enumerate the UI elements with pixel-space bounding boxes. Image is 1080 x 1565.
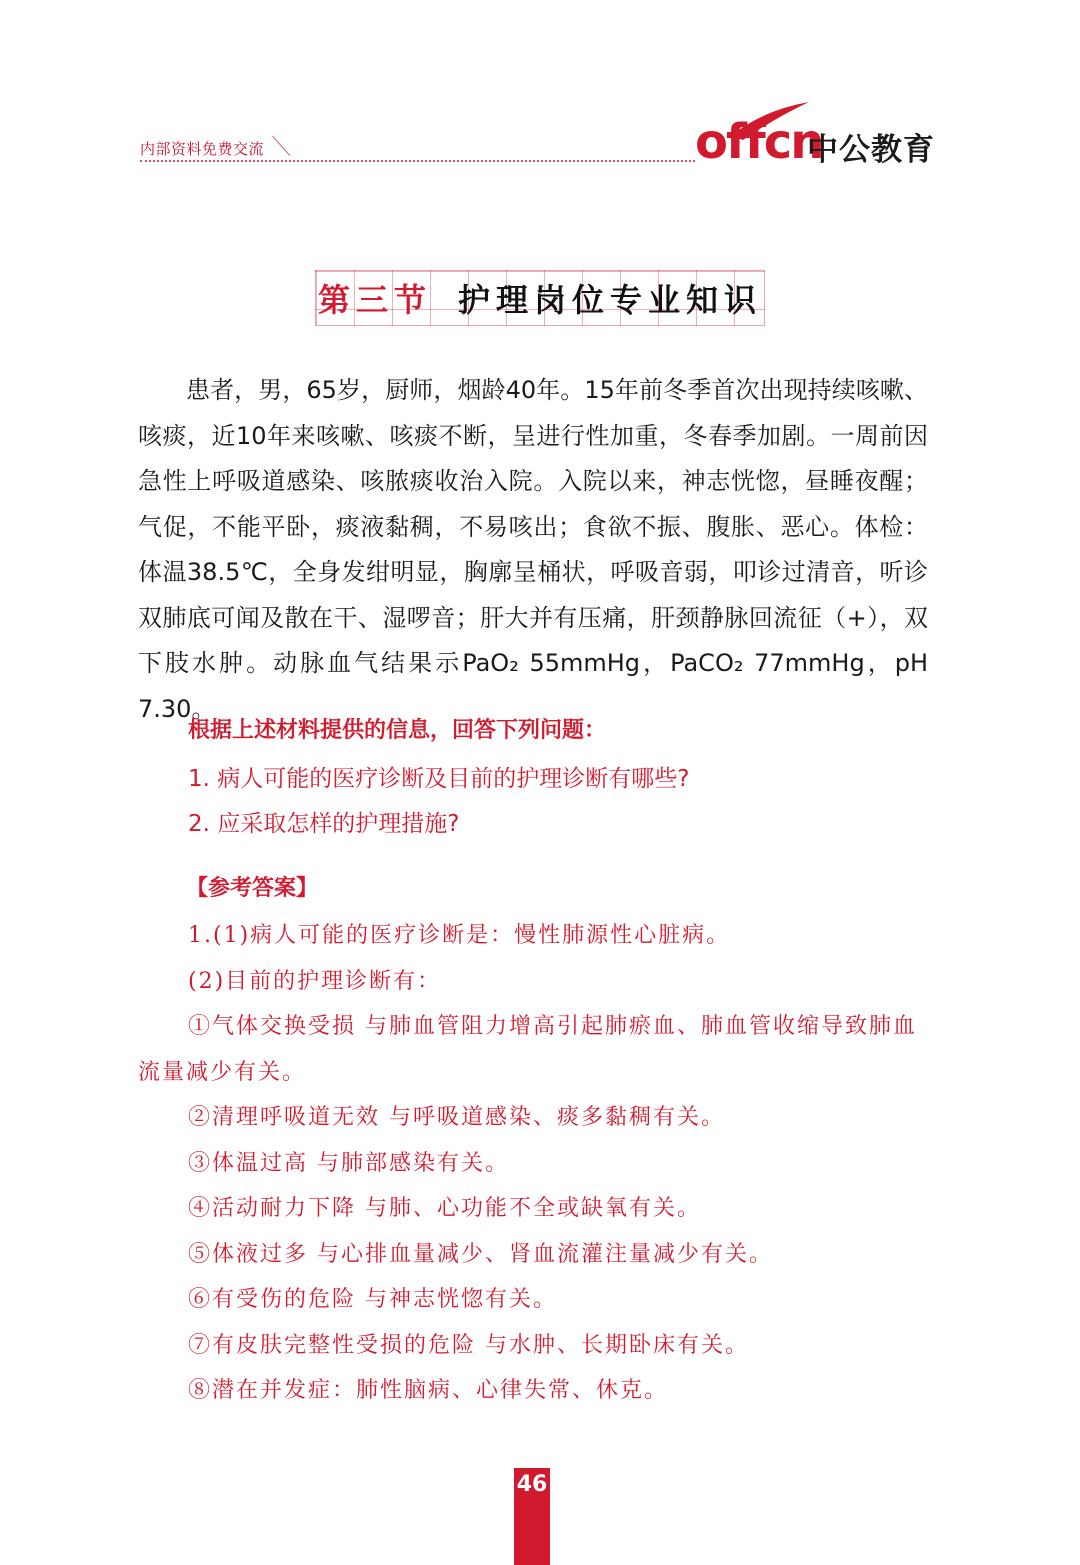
question-lead: 根据上述材料提供的信息，回答下列问题： xyxy=(188,717,607,743)
page-number: 46 xyxy=(516,1472,548,1497)
answer-line: ⑥有受伤的危险 与神志恍惚有关。 xyxy=(188,1287,557,1312)
brand-logo xyxy=(695,100,935,170)
section-title-grid xyxy=(315,270,765,326)
logo-latin: offcn xyxy=(695,114,823,170)
answer-line: ④活动耐力下降 与肺、心功能不全或缺氧有关。 xyxy=(188,1196,701,1221)
question-item-1: 1. 病人可能的医疗诊断及目前的护理诊断有哪些? xyxy=(188,766,690,792)
section-number: 第三节 xyxy=(317,281,432,319)
header-rule xyxy=(140,160,695,162)
answer-line: (2)目前的护理诊断有： xyxy=(188,968,442,994)
answer-line: ①气体交换受损 与肺血管阻力增高引起肺瘀血、肺血管收缩导致肺血流量减少有关。 xyxy=(138,1014,917,1085)
answer-line: ⑦有皮肤完整性受损的危险 与水肿、长期卧床有关。 xyxy=(188,1332,749,1358)
case-description xyxy=(138,368,928,732)
header-rule-slant xyxy=(272,136,290,156)
case-paragraph: 患者，男，65岁，厨师，烟龄40年。15年前冬季首次出现持续咳嗽、咳痰，近10年来咳嗽、咳痰不断，呈进行性加重，冬春季加剧。一周前因急性上呼吸道感染、咳脓痰收治入院。入院以来，神志恍惚，昼睡夜醒；气促，不能平卧，痰液黏稠，不易咳出；食欲不振、腹胀、恶心。体检：体温38.5℃，全身发绀明显，胸廓呈桶状，呼吸音弱，叩诊过清音，听诊双肺底可闻及散在干、湿啰音；肝大并有压痛，肝颈静脉回流征（+），双下肢水肿。动脉血气结果示PaO₂ 55mmHg，PaCO₂ 77mmHg，pH 7.30。 xyxy=(138,376,928,723)
answer-line: ②清理呼吸道无效 与呼吸道感染、痰多黏稠有关。 xyxy=(188,1105,725,1130)
header-left-text: 内部资料免费交流 xyxy=(140,140,265,158)
section-heading: 护理岗位专业知识 xyxy=(458,281,763,319)
answer-line: ③体温过高 与肺部感染有关。 xyxy=(188,1150,509,1176)
answer-list xyxy=(138,913,930,1414)
question-item-2: 2. 应采取怎样的护理措施? xyxy=(188,811,460,837)
answer-line: 1.(1)病人可能的医疗诊断是：慢性肺源性心脏病。 xyxy=(188,923,731,948)
section-title xyxy=(0,270,1080,326)
answer-line: ⑤体液过多 与心排血量减少、肾血流灌注量减少有关。 xyxy=(188,1241,773,1267)
answer-title: 【参考答案】 xyxy=(186,875,319,901)
answer-line: ⑧潜在并发症：肺性脑病、心律失常、休克。 xyxy=(188,1378,669,1403)
logo-chinese: 中公教育 xyxy=(807,132,935,168)
